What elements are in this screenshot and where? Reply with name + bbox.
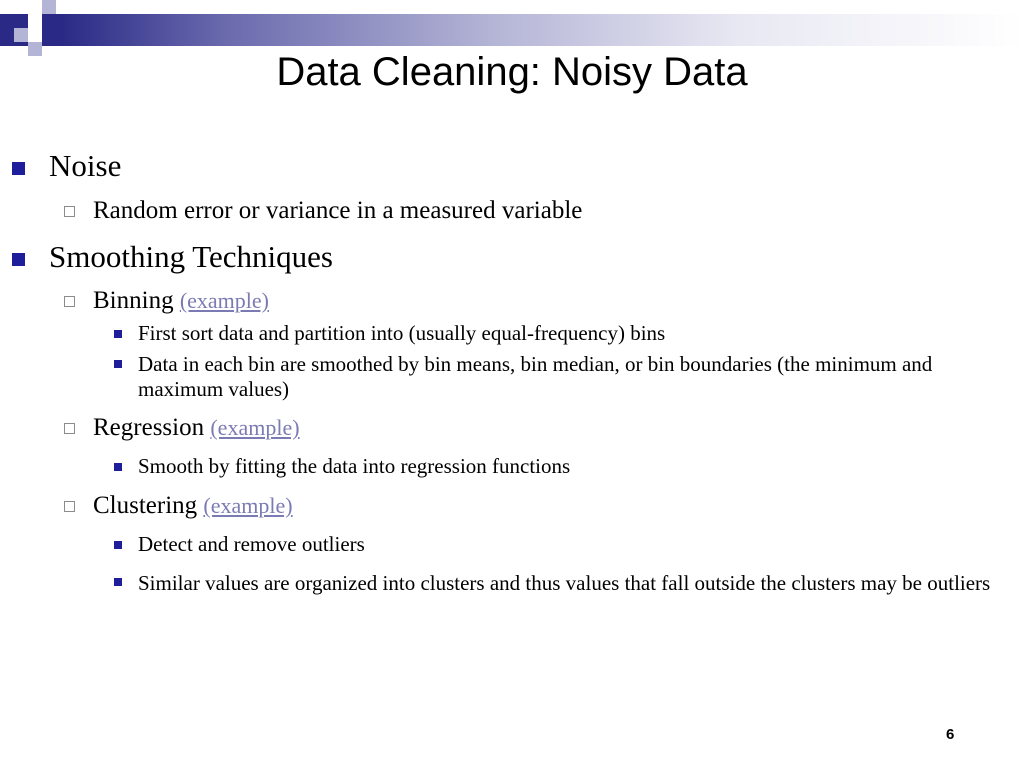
- level3-bullet-icon: [114, 330, 122, 338]
- level2-checkbox-icon: [64, 423, 75, 434]
- binning-example-link[interactable]: (example): [179, 288, 269, 313]
- level3-bullet-icon: [114, 360, 122, 368]
- level2-checkbox-icon: [64, 296, 75, 307]
- level2-checkbox-icon: [64, 206, 75, 217]
- clustering-example-link[interactable]: (example): [203, 493, 293, 518]
- binning-label: Binning: [93, 287, 174, 314]
- regression-bullet: Smooth by fitting the data into regression functions: [138, 454, 571, 478]
- regression-example-link[interactable]: (example): [210, 415, 300, 440]
- binning-bullet: First sort data and partition into (usually equal-frequency) bins: [138, 321, 666, 345]
- heading-noise: Noise: [49, 148, 122, 183]
- clustering-label: Clustering: [93, 492, 198, 519]
- clustering-bullet: Similar values are organized into clusters and thus values that fall outside the clusters may be outliers: [138, 571, 991, 595]
- noise-item: Random error or variance in a measured variable: [93, 197, 583, 224]
- level1-bullet-icon: [12, 162, 25, 175]
- binning-item: [93, 286, 269, 316]
- level3-bullet-icon: [114, 578, 122, 586]
- level1-bullet-icon: [12, 253, 25, 266]
- clustering-item: [93, 491, 293, 521]
- level3-bullet-icon: [114, 541, 122, 549]
- regression-label: Regression: [93, 414, 205, 441]
- page-number: 6: [946, 726, 955, 743]
- level2-checkbox-icon: [64, 501, 75, 512]
- level3-bullet-icon: [114, 463, 122, 471]
- slide-title: Data Cleaning: Noisy Data: [276, 50, 748, 94]
- heading-smoothing: Smoothing Techniques: [49, 239, 333, 274]
- clustering-bullet: Detect and remove outliers: [138, 532, 365, 556]
- binning-bullet: Data in each bin are smoothed by bin means, bin median, or bin boundaries (the minimum and maximum values): [138, 352, 933, 401]
- regression-item: [93, 413, 300, 443]
- header-gradient-band: [0, 14, 1024, 46]
